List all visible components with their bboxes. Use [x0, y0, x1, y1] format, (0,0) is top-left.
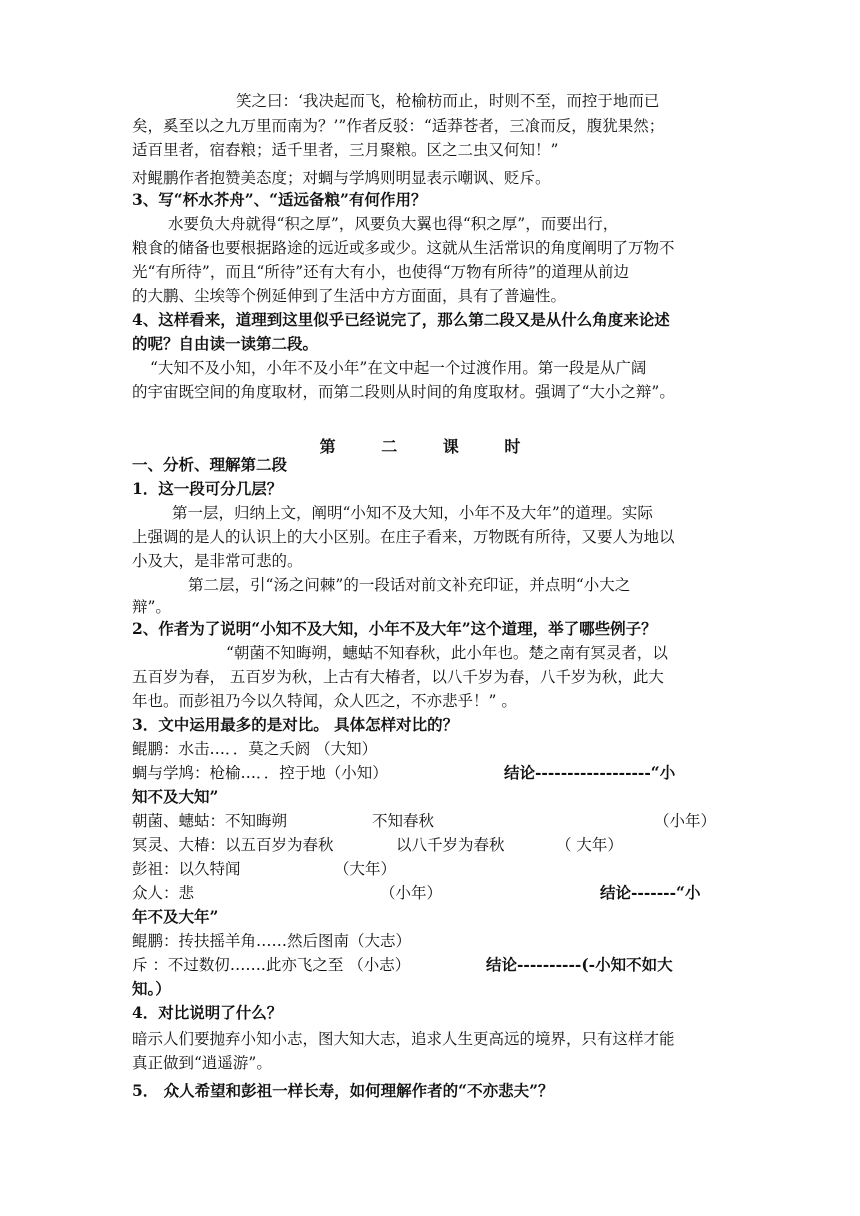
- text-line: 五百岁为春， 五百岁为秋，上古有大椿者，以八千岁为春，八千岁为秋，此大: [132, 668, 664, 686]
- text-line: 水要负大舟就得“积之厚”，风要负大翼也得“积之厚”，而要出行，: [168, 215, 619, 233]
- text-line: 4、这样看来，道理到这里似乎已经说完了，那么第二段又是从什么角度来论述: [132, 310, 670, 329]
- text-line: 4．对比说明了什么？: [132, 1003, 283, 1022]
- text-line: 5． 众人希望和彭祖一样长寿，如何理解作者的“不亦悲夫”？: [132, 1081, 554, 1100]
- text-line: （小年）: [654, 812, 717, 830]
- text-line: 结论-------“小: [600, 883, 701, 902]
- text-line: 暗示人们要抛弃小知小志，图大知大志，追求人生更高远的境界，只有这样才能: [132, 1030, 675, 1048]
- text-line: 粮食的储备也要根据路途的远近或多或少。这就从生活常识的角度阐明了万物不: [132, 239, 675, 257]
- text-line: 结论------------------“小: [504, 763, 676, 782]
- text-line: 彭祖：以久特闻: [132, 860, 241, 878]
- text-line: 小及大，是非常可悲的。: [132, 552, 303, 570]
- text-line: 适百里者，宿舂粮；适千里者，三月聚粮。区之二虫又何知！”: [132, 141, 559, 159]
- text-line: 的大鹏、尘埃等个例延伸到了生活中方方面面，具有了普遍性。: [132, 287, 567, 305]
- text-line: 年不及大年”: [132, 907, 219, 926]
- text-line: 知。）: [132, 979, 171, 998]
- text-line: 冥灵、大椿：以五百岁为春秋: [132, 836, 334, 854]
- text-line: 不知春秋: [372, 812, 435, 830]
- text-line: 对鲲鹏作者抱赞美态度；对蜩与学鸠则明显表示嘲讽、贬斥。: [132, 169, 551, 187]
- text-line: 知不及大知”: [132, 787, 219, 806]
- text-line: 斥 ：不过数仞…….此亦飞之至 （小志）: [132, 956, 411, 974]
- text-line: 3．文中运用最多的是对比。 具体怎样对比的？: [132, 715, 459, 734]
- text-line: 第二层，引“汤之问棘”的一段话对前文补充印证，并点明“小大之: [188, 576, 631, 594]
- text-line: “朝菌不知晦朔，蟪蛄不知春秋，此小年也。楚之南有冥灵者，以: [226, 644, 668, 662]
- text-line: 光“有所待”，而且“所待”还有大有小，也使得“万物有所待”的道理从前边: [132, 263, 630, 281]
- text-line: 辩”。: [132, 598, 171, 616]
- text-line: 一、分析、理解第二段: [132, 455, 288, 474]
- text-line: 鲲鹏：抟扶摇羊角……然后图南（大志）: [132, 932, 412, 950]
- text-line: “大知不及小知，小年不及小年”在文中起一个过渡作用。第一段是从广阔: [150, 359, 647, 377]
- text-line: 以八千岁为春秋: [396, 836, 505, 854]
- text-line: （ 大年）: [556, 836, 623, 854]
- text-line: 的呢？自由读一读第二段。: [132, 334, 319, 353]
- text-line: 上强调的是人的认识上的大小区别。在庄子看来，万物既有所待，又要人为地以: [132, 528, 675, 546]
- text-line: （大年）: [334, 860, 397, 878]
- text-line: 第一层，归纳上文，阐明“小知不及大知，小年不及大年”的道理。实际: [172, 504, 653, 522]
- text-line: 笑之曰：‘我决起而飞，枪榆枋而止，时则不至，而控于地而已: [236, 92, 660, 110]
- text-line: 2、作者为了说明“小知不及大知，小年不及大年”这个道理，举了哪些例子？: [132, 619, 657, 638]
- text-line: 矣，奚至以之九万里而南为？’”作者反驳：“适莽苍者，三飡而反，腹犹果然；: [132, 117, 665, 135]
- text-line: 众人：悲: [132, 884, 195, 902]
- text-line: 1．这一段可分几层？: [132, 479, 283, 498]
- text-line: 的宇宙既空间的角度取材，而第二段则从时间的角度取材。强调了“大小之辩”。: [132, 383, 675, 401]
- text-line: 朝菌、蟪蛄：不知晦朔: [132, 812, 288, 830]
- text-line: 结论----------(-小知不如大: [486, 955, 673, 974]
- text-line: 真正做到“逍遥游”。: [132, 1054, 272, 1072]
- text-line: 蜩与学鸠：枪榆…．．控于地（小知）: [132, 764, 388, 782]
- text-line: （小年）: [380, 884, 443, 902]
- text-line: 3、写“杯水芥舟”、“适远备粮”有何作用？: [132, 190, 427, 209]
- text-line: 年也。而彭祖乃今以久特闻，众人匹之，不亦悲乎！” 。: [132, 692, 517, 710]
- text-line: 鲲鹏：水击…．．莫之夭阏 （大知）: [132, 740, 378, 758]
- section-title: 第 二 课 时: [319, 437, 541, 456]
